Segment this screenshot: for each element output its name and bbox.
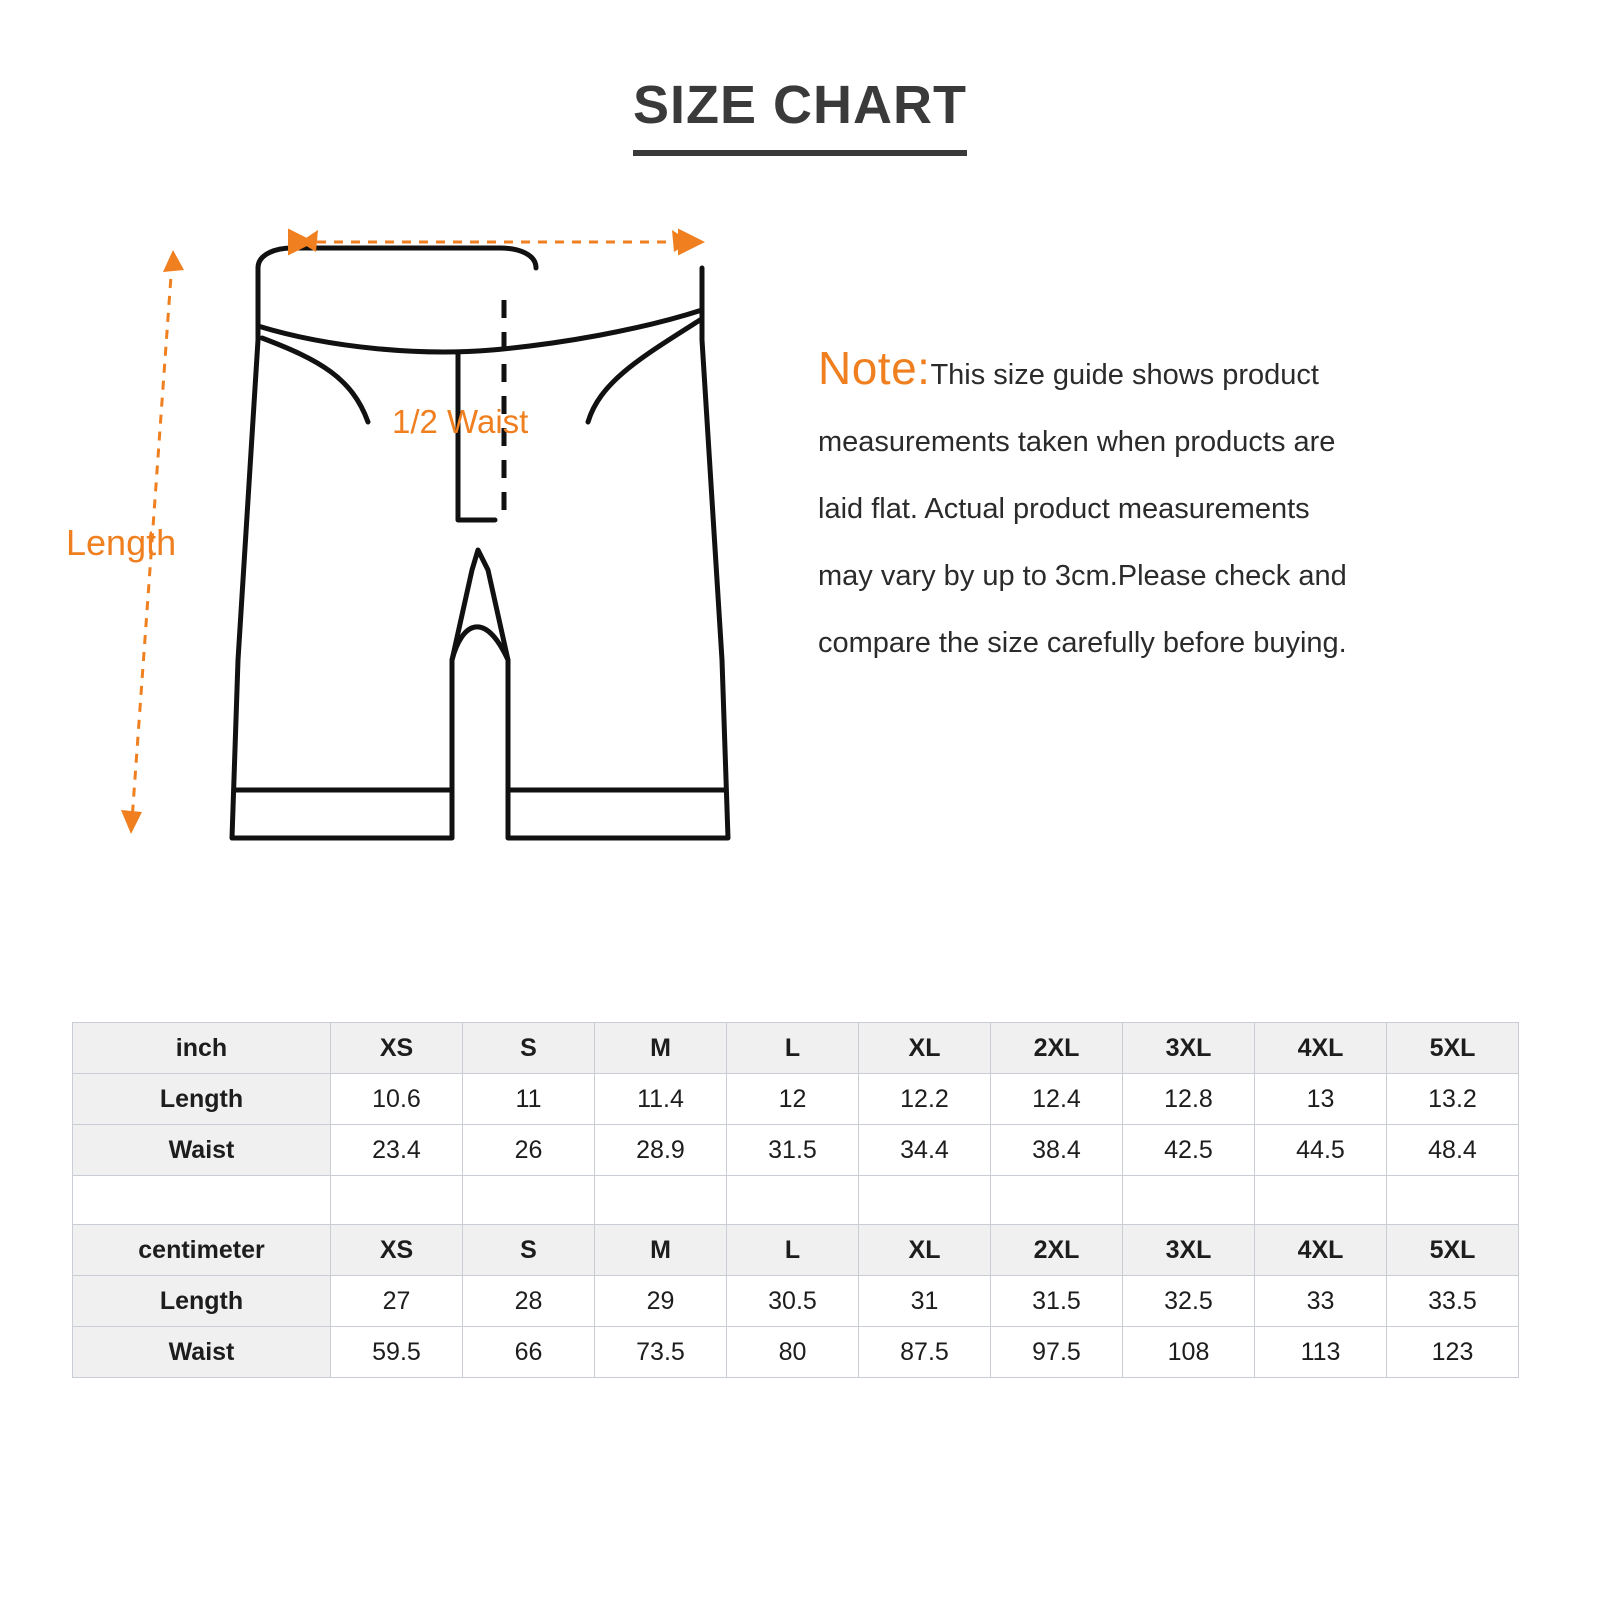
cell-waist-cm-xl: 87.5 bbox=[859, 1327, 991, 1378]
unit-header-centimeter: centimeter bbox=[73, 1225, 331, 1276]
cell-length-cm-l: 30.5 bbox=[727, 1276, 859, 1327]
cell-waist-inch-4xl: 44.5 bbox=[1255, 1125, 1387, 1176]
cell-length-cm-xl: 31 bbox=[859, 1276, 991, 1327]
cell-waist-inch-s: 26 bbox=[463, 1125, 595, 1176]
row-label-length-cm: Length bbox=[73, 1276, 331, 1327]
table-row bbox=[73, 1276, 1519, 1327]
cell-length-inch-xl: 12.2 bbox=[859, 1074, 991, 1125]
col-header-l-cm: L bbox=[727, 1225, 859, 1276]
size-table-container bbox=[72, 1022, 1496, 1378]
col-header-xl-inch: XL bbox=[859, 1023, 991, 1074]
page-title: SIZE CHART bbox=[633, 74, 967, 156]
note-line-3: laid flat. Actual product measurements bbox=[818, 493, 1310, 525]
spacer-cell bbox=[859, 1176, 991, 1225]
unit-header-inch: inch bbox=[73, 1023, 331, 1074]
length-arrow-top-head bbox=[163, 250, 184, 272]
half-waist-label: 1/2 Waist bbox=[392, 403, 529, 440]
cell-waist-inch-5xl: 48.4 bbox=[1387, 1125, 1519, 1176]
cell-waist-cm-3xl: 108 bbox=[1123, 1327, 1255, 1378]
note-line-1 bbox=[818, 335, 1518, 409]
spacer-cell bbox=[1255, 1176, 1387, 1225]
table-row bbox=[73, 1125, 1519, 1176]
cell-waist-cm-m: 73.5 bbox=[595, 1327, 727, 1378]
col-header-s-cm: S bbox=[463, 1225, 595, 1276]
col-header-m-inch: M bbox=[595, 1023, 727, 1074]
col-header-5xl-inch: 5XL bbox=[1387, 1023, 1519, 1074]
col-header-3xl-inch: 3XL bbox=[1123, 1023, 1255, 1074]
cell-length-cm-4xl: 33 bbox=[1255, 1276, 1387, 1327]
cell-waist-cm-5xl: 123 bbox=[1387, 1327, 1519, 1378]
cell-length-inch-4xl: 13 bbox=[1255, 1074, 1387, 1125]
waist-arrow-right-head bbox=[672, 230, 690, 252]
cell-waist-inch-l: 31.5 bbox=[727, 1125, 859, 1176]
spacer-cell bbox=[991, 1176, 1123, 1225]
cell-length-inch-2xl: 12.4 bbox=[991, 1074, 1123, 1125]
spacer-cell bbox=[73, 1176, 331, 1225]
cell-length-inch-xs: 10.6 bbox=[331, 1074, 463, 1125]
cell-waist-cm-l: 80 bbox=[727, 1327, 859, 1378]
col-header-2xl-inch: 2XL bbox=[991, 1023, 1123, 1074]
col-header-m-cm: M bbox=[595, 1225, 727, 1276]
cell-length-cm-5xl: 33.5 bbox=[1387, 1276, 1519, 1327]
spacer-cell bbox=[1387, 1176, 1519, 1225]
cell-length-cm-2xl: 31.5 bbox=[991, 1276, 1123, 1327]
col-header-l-inch: L bbox=[727, 1023, 859, 1074]
table-row bbox=[73, 1327, 1519, 1378]
cell-waist-inch-3xl: 42.5 bbox=[1123, 1125, 1255, 1176]
length-label: Length bbox=[66, 522, 177, 563]
cell-length-cm-s: 28 bbox=[463, 1276, 595, 1327]
col-header-4xl-cm: 4XL bbox=[1255, 1225, 1387, 1276]
cell-waist-cm-s: 66 bbox=[463, 1327, 595, 1378]
cell-length-inch-5xl: 13.2 bbox=[1387, 1074, 1519, 1125]
col-header-2xl-cm: 2XL bbox=[991, 1225, 1123, 1276]
col-header-xs-cm: XS bbox=[331, 1225, 463, 1276]
note-heading: Note: bbox=[818, 342, 931, 394]
table-row bbox=[73, 1225, 1519, 1276]
cell-waist-inch-m: 28.9 bbox=[595, 1125, 727, 1176]
cell-waist-cm-xs: 59.5 bbox=[331, 1327, 463, 1378]
note-line-2: measurements taken when products are bbox=[818, 426, 1336, 458]
cell-length-inch-3xl: 12.8 bbox=[1123, 1074, 1255, 1125]
cell-length-cm-3xl: 32.5 bbox=[1123, 1276, 1255, 1327]
table-spacer-row bbox=[73, 1176, 1519, 1225]
garment-illustration bbox=[0, 190, 800, 880]
length-arrow-bottom-head bbox=[121, 810, 142, 834]
note-line-4: may vary by up to 3cm.Please check and bbox=[818, 560, 1347, 592]
page-title-container bbox=[0, 0, 1600, 156]
row-label-waist-inch: Waist bbox=[73, 1125, 331, 1176]
table-row bbox=[73, 1074, 1519, 1125]
col-header-5xl-cm: 5XL bbox=[1387, 1225, 1519, 1276]
spacer-cell bbox=[331, 1176, 463, 1225]
cell-waist-inch-2xl: 38.4 bbox=[991, 1125, 1123, 1176]
row-label-length-inch: Length bbox=[73, 1074, 331, 1125]
size-table bbox=[72, 1022, 1519, 1378]
spacer-cell bbox=[463, 1176, 595, 1225]
spacer-cell bbox=[595, 1176, 727, 1225]
spacer-cell bbox=[727, 1176, 859, 1225]
table-row bbox=[73, 1023, 1519, 1074]
note-block bbox=[818, 335, 1518, 677]
cell-length-inch-m: 11.4 bbox=[595, 1074, 727, 1125]
cell-length-inch-s: 11 bbox=[463, 1074, 595, 1125]
col-header-4xl-inch: 4XL bbox=[1255, 1023, 1387, 1074]
col-header-3xl-cm: 3XL bbox=[1123, 1225, 1255, 1276]
spacer-cell bbox=[1123, 1176, 1255, 1225]
shorts-outline bbox=[232, 248, 728, 838]
cell-length-inch-l: 12 bbox=[727, 1074, 859, 1125]
cell-waist-cm-4xl: 113 bbox=[1255, 1327, 1387, 1378]
col-header-s-inch: S bbox=[463, 1023, 595, 1074]
cell-length-cm-xs: 27 bbox=[331, 1276, 463, 1327]
col-header-xl-cm: XL bbox=[859, 1225, 991, 1276]
note-line-5: compare the size carefully before buying. bbox=[818, 627, 1347, 659]
row-label-waist-cm: Waist bbox=[73, 1327, 331, 1378]
cell-waist-cm-2xl: 97.5 bbox=[991, 1327, 1123, 1378]
cell-waist-inch-xs: 23.4 bbox=[331, 1125, 463, 1176]
cell-waist-inch-xl: 34.4 bbox=[859, 1125, 991, 1176]
cell-length-cm-m: 29 bbox=[595, 1276, 727, 1327]
col-header-xs-inch: XS bbox=[331, 1023, 463, 1074]
note-text-1: This size guide shows product bbox=[930, 359, 1319, 391]
